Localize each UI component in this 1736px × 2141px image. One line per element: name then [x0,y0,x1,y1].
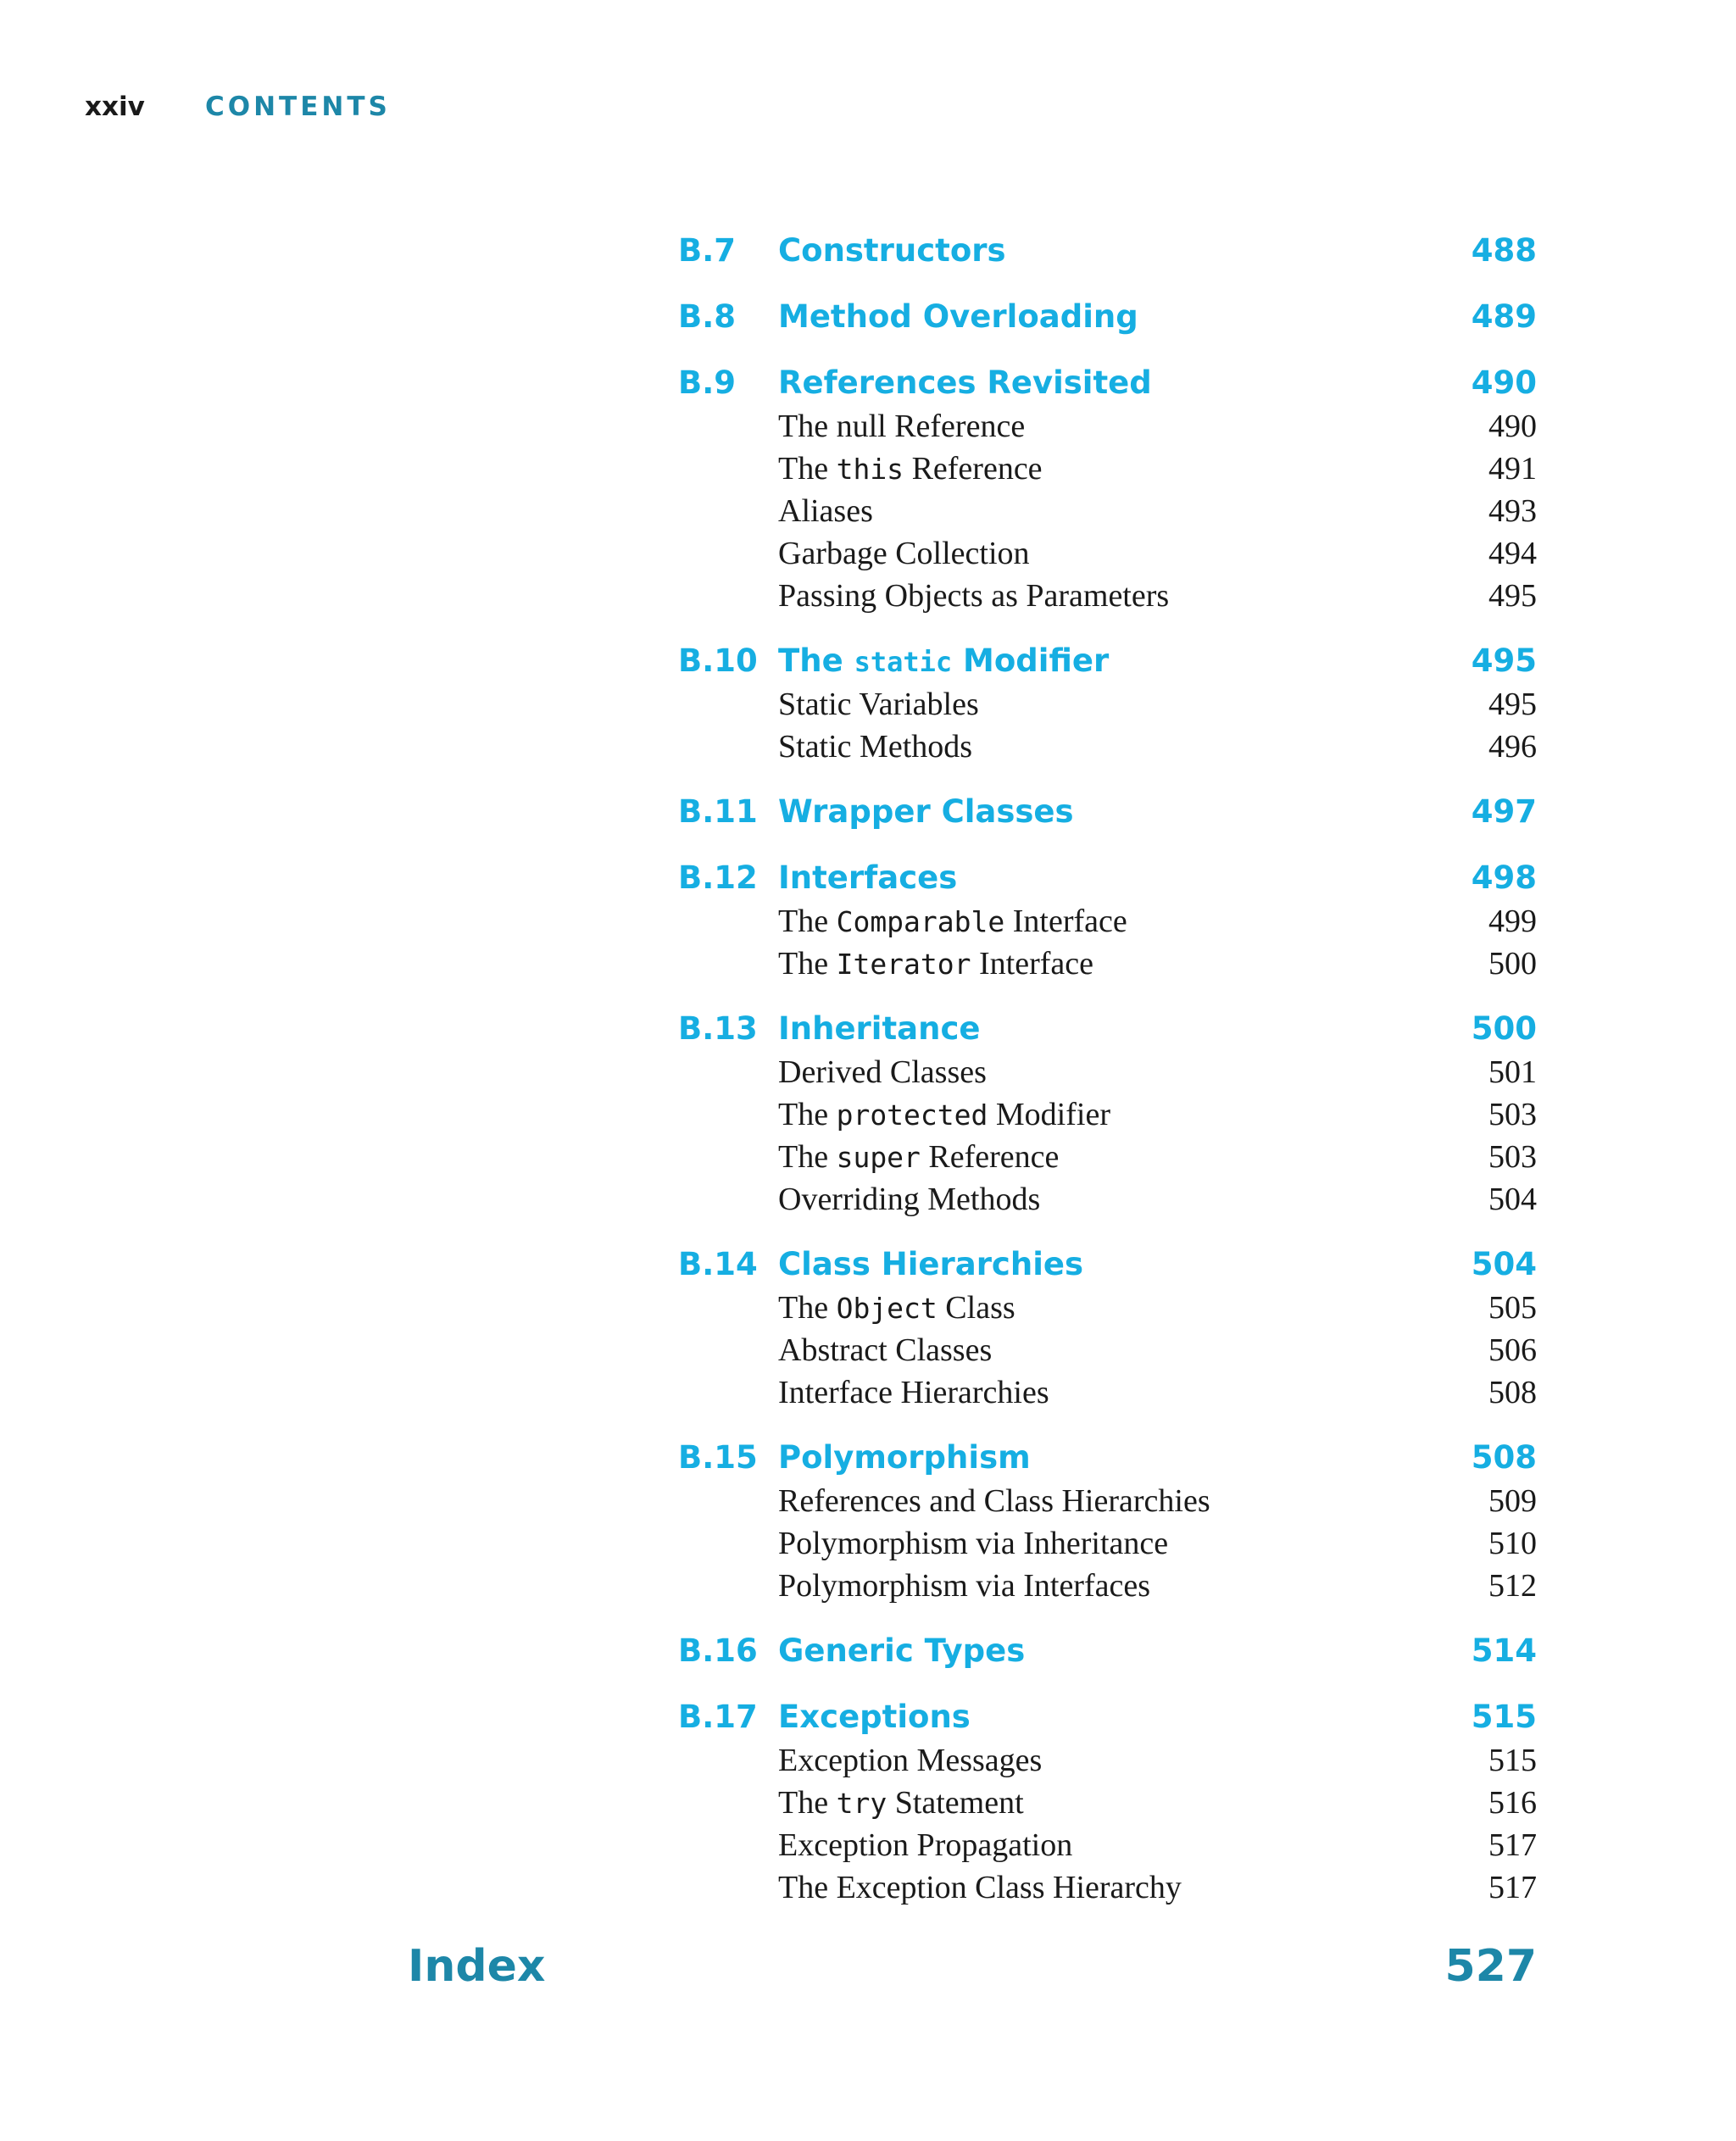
toc-section-heading[interactable] [678,361,1537,405]
subsection-title-text: Reference [920,1139,1060,1175]
subsection-title-text: Interface [971,946,1094,982]
subsection-title-code: protected [836,1098,988,1132]
toc-subsection[interactable] [678,943,1537,985]
subsection-page-number: 510 [1488,1526,1537,1561]
toc-section [678,790,1537,834]
toc-subsection[interactable] [678,1866,1537,1909]
toc-subsection[interactable] [678,532,1537,575]
toc-subsection[interactable] [678,1329,1537,1371]
subsection-title-text: Interface [1004,904,1127,939]
subsection-title-text: Static Methods [778,729,973,765]
subsection-title-text: Reference [904,451,1043,487]
section-number: B.7 [678,232,737,269]
subsection-page-number: 505 [1488,1290,1537,1326]
section-page-number: 489 [1471,298,1537,335]
subsection-title [778,1178,1488,1221]
subsection-title [778,1093,1488,1137]
section-title-text: The [778,642,854,679]
toc-section [678,1436,1537,1607]
subsection-title-text: The [778,904,837,939]
section-title-code: static [854,646,953,678]
toc-section-heading[interactable] [678,639,1537,683]
subsection-title-text: Statement [887,1785,1024,1821]
subsection-title-text: The [778,1097,837,1132]
toc-subsection[interactable] [678,726,1537,768]
subsection-page-number: 500 [1488,946,1537,982]
subsection-title-code: try [836,1787,887,1820]
subsection-title [778,405,1488,448]
subsection-page-number: 516 [1488,1785,1537,1821]
toc-subsection[interactable] [678,490,1537,532]
subsection-page-number: 506 [1488,1332,1537,1368]
toc-subsection[interactable] [678,1739,1537,1782]
section-title [778,639,1472,684]
toc-entry-index[interactable] [408,1941,1537,1992]
subsection-title [778,575,1488,617]
toc-section [678,639,1537,768]
section-number: B.9 [678,364,737,401]
toc-subsection[interactable] [678,1522,1537,1565]
subsection-title-text: Passing Objects as Parameters [778,578,1170,614]
subsection-title [778,943,1488,986]
subsection-title [778,1051,1488,1093]
toc-subsection[interactable] [678,1824,1537,1866]
subsection-title-text: Polymorphism via Inheritance [778,1526,1169,1561]
subsection-page-number: 494 [1488,536,1537,571]
subsection-title [778,1522,1488,1565]
section-number: B.11 [678,793,758,830]
subsection-page-number: 508 [1488,1375,1537,1410]
toc-section [678,1629,1537,1673]
subsection-title-text: Derived Classes [778,1054,987,1090]
section-number: B.15 [678,1439,758,1476]
toc-section [678,295,1537,339]
toc-section [678,1007,1537,1221]
subsection-title [778,532,1488,575]
subsection-title-text: Abstract Classes [778,1332,993,1368]
subsection-page-number: 495 [1488,687,1537,722]
toc-subsection[interactable] [678,1480,1537,1522]
subsection-title [778,1824,1488,1866]
subsection-title [778,1371,1488,1414]
subsection-title [778,900,1488,943]
subsection-title [778,683,1488,726]
subsection-page-number: 503 [1488,1139,1537,1175]
running-head [85,92,391,134]
toc-subsection[interactable] [678,405,1537,448]
subsection-page-number: 490 [1488,409,1537,444]
subsection-title [778,1782,1488,1825]
section-page-number: 515 [1471,1699,1537,1735]
subsection-title-text: References and Class Hierarchies [778,1483,1210,1519]
toc-subsection[interactable] [678,1093,1537,1136]
section-title-text: Modifier [952,642,1110,679]
subsection-title [778,1329,1488,1371]
section-page-number: 488 [1471,232,1537,269]
section-title: Class Hierarchies [778,1246,1084,1282]
subsection-title [778,1480,1488,1522]
running-title: CONTENTS [205,92,391,122]
section-title: Method Overloading [778,298,1138,335]
subsection-page-number: 491 [1488,451,1537,487]
section-page-number: 497 [1471,793,1537,830]
subsection-title-text: Class [937,1290,1015,1326]
subsection-page-number: 503 [1488,1097,1537,1132]
toc-subsection[interactable] [678,1371,1537,1414]
toc-subsection[interactable] [678,575,1537,617]
subsection-page-number: 515 [1488,1743,1537,1778]
toc-subsection[interactable] [678,683,1537,726]
toc-subsection[interactable] [678,1782,1537,1824]
toc-subsection[interactable] [678,900,1537,943]
subsection-title-text: Exception Messages [778,1743,1043,1778]
section-page-number: 508 [1471,1439,1537,1476]
subsection-title [778,1136,1488,1179]
toc-subsection[interactable] [678,448,1537,490]
section-title: Polymorphism [778,1439,1031,1476]
subsection-title-text: Overriding Methods [778,1182,1041,1217]
subsection-page-number: 501 [1488,1054,1537,1090]
toc-section-heading[interactable] [678,856,1537,900]
toc-section-heading[interactable] [678,1695,1537,1739]
section-page-number: 490 [1471,364,1537,401]
section-title: Constructors [778,232,1006,269]
section-title: Generic Types [778,1632,1026,1669]
toc-section [678,1695,1537,1909]
section-page-number: 500 [1471,1010,1537,1047]
toc-section-heading[interactable] [678,1007,1537,1051]
section-number: B.10 [678,642,758,679]
subsection-title-code: Object [836,1292,938,1325]
subsection-title-code: super [836,1141,921,1174]
subsection-title-text: The null Reference [778,409,1026,444]
table-of-contents [678,229,1537,1909]
subsection-title-text: The [778,451,837,487]
subsection-page-number: 509 [1488,1483,1537,1519]
section-page-number: 504 [1471,1246,1537,1282]
subsection-page-number: 504 [1488,1182,1537,1217]
subsection-page-number: 517 [1488,1827,1537,1863]
section-title: Inheritance [778,1010,981,1047]
toc-section-heading[interactable] [678,1243,1537,1287]
page-folio: xxiv [85,92,145,122]
subsection-title-code: Iterator [836,948,971,981]
subsection-title [778,1565,1488,1607]
section-page-number: 495 [1471,642,1537,679]
subsection-title-text: The [778,1139,837,1175]
subsection-title-text: The [778,1290,837,1326]
index-title: Index [408,1941,546,1992]
section-title: Interfaces [778,859,958,896]
section-page-number: 514 [1471,1632,1537,1669]
subsection-title [778,490,1488,532]
subsection-title [778,726,1488,768]
toc-section-heading[interactable] [678,295,1537,339]
toc-section [678,1243,1537,1414]
toc-section [678,856,1537,985]
section-number: B.12 [678,859,758,896]
subsection-page-number: 517 [1488,1870,1537,1905]
toc-subsection[interactable] [678,1287,1537,1329]
subsection-title-text: Exception Propagation [778,1827,1073,1863]
subsection-title [778,1866,1488,1909]
subsection-title-text: Aliases [778,493,873,529]
toc-subsection[interactable] [678,1051,1537,1093]
toc-section [678,229,1537,273]
subsection-title-code: this [836,453,904,486]
section-number: B.13 [678,1010,758,1047]
toc-section-heading[interactable] [678,1629,1537,1673]
section-title: Exceptions [778,1699,971,1735]
subsection-page-number: 495 [1488,578,1537,614]
section-number: B.8 [678,298,737,335]
subsection-title-text: Static Variables [778,687,979,722]
toc-subsection[interactable] [678,1178,1537,1221]
section-title: Wrapper Classes [778,793,1074,830]
toc-section [678,361,1537,617]
subsection-title-text: The [778,946,837,982]
section-number: B.14 [678,1246,758,1282]
index-page-number: 527 [1444,1941,1537,1992]
subsection-title-text: The [778,1785,837,1821]
toc-section-heading[interactable] [678,229,1537,273]
subsection-title-code: Comparable [836,905,1005,938]
toc-section-heading[interactable] [678,1436,1537,1480]
section-number: B.17 [678,1699,758,1735]
subsection-title [778,1287,1488,1330]
subsection-page-number: 493 [1488,493,1537,529]
toc-subsection[interactable] [678,1565,1537,1607]
subsection-title-text: The Exception Class Hierarchy [778,1870,1182,1905]
section-title: References Revisited [778,364,1152,401]
subsection-title-text: Polymorphism via Interfaces [778,1568,1151,1604]
subsection-page-number: 512 [1488,1568,1537,1604]
section-page-number: 498 [1471,859,1537,896]
subsection-title-text: Garbage Collection [778,536,1030,571]
subsection-title [778,448,1488,491]
subsection-title-text: Interface Hierarchies [778,1375,1049,1410]
subsection-page-number: 499 [1488,904,1537,939]
section-number: B.16 [678,1632,758,1669]
subsection-title [778,1739,1488,1782]
toc-section-heading[interactable] [678,790,1537,834]
subsection-title-text: Modifier [988,1097,1110,1132]
subsection-page-number: 496 [1488,729,1537,765]
toc-subsection[interactable] [678,1136,1537,1178]
